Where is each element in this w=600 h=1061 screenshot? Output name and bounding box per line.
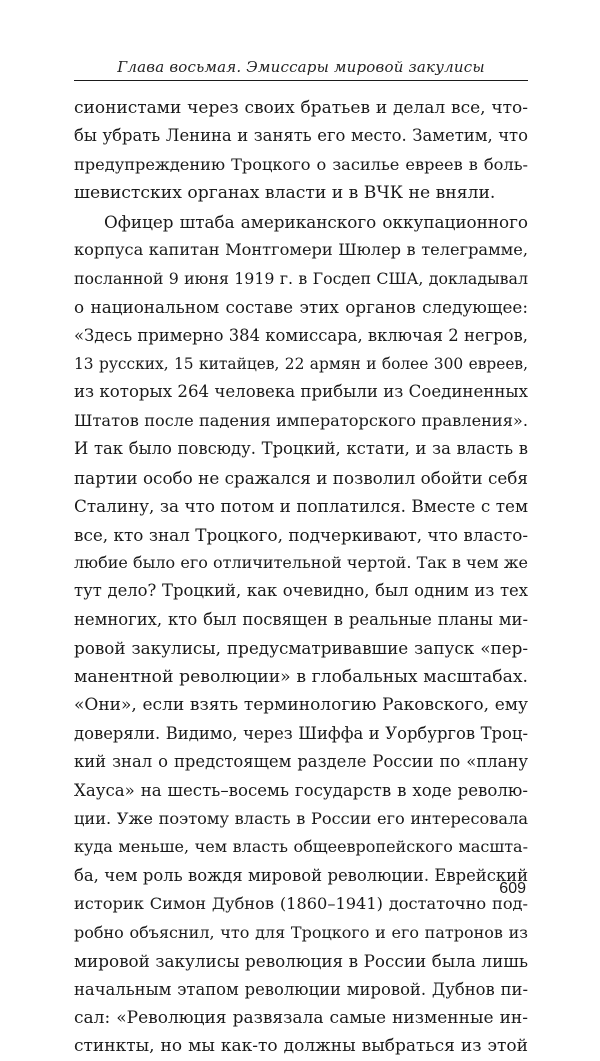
text-line: корпуса капитан Монтгомери Шюлер в телеграмме, (74, 240, 528, 260)
text-line: манентной революции» в глобальных масштабах. (74, 666, 528, 687)
text-line: немногих, кто был посвящен в реальные планы ми- (74, 609, 528, 629)
text-line: тут дело? Троцкий, как очевидно, был одним из тех (74, 581, 528, 601)
text-line: посланной 9 июня 1919 г. в Госдеп США, докладывал (74, 268, 528, 288)
text-line: Штатов после падения императорского правления». (74, 410, 528, 430)
text-line: «Здесь примерно 384 комиссара, включая 2 негров, (74, 325, 528, 345)
text-line: сионистами через своих братьев и делал все, что- (74, 98, 528, 118)
text-line: любие было его отличительной чертой. Так в чем же (74, 553, 528, 572)
text-line: начальным этапом революции мировой. Дубнов пи- (74, 979, 528, 999)
text-line: Сталину, за что потом и поплатился. Вместе с тем (74, 496, 528, 517)
text-line: из которых 264 человека прибыли из Соединенных (74, 382, 528, 402)
text-line: все, кто знал Троцкого, подчеркивают, что власто- (74, 524, 528, 545)
text-line: стинкты, но мы как-то должны выбраться из этой (74, 1036, 528, 1057)
body-text (74, 94, 528, 1061)
text-line: предупреждению Троцкого о засилье евреев в боль- (74, 154, 528, 174)
text-line: историк Симон Дубнов (1860–1941) достаточно под- (74, 894, 528, 914)
text-line: ровой закулисы, предусматривавшие запуск «пер- (74, 638, 528, 659)
text-line: Хауса» на шесть–восемь государств в ходе револю- (74, 780, 528, 800)
text-line: бы убрать Ленина и занять его место. Заметим, что (74, 126, 528, 146)
running-header: Глава восьмая. Эмиссары мировой закулисы (117, 58, 485, 76)
text-line: 13 русских, 15 китайцев, 22 армян и более 300 евреев, (74, 354, 528, 373)
text-line: ба, чем роль вождя мировой революции. Еврейский (74, 865, 528, 885)
text-line: «Они», если взять терминологию Раковского, ему (74, 695, 528, 716)
text-line: И так было повсюду. Троцкий, кстати, и за власть в (74, 439, 528, 459)
text-line: робно объяснил, что для Троцкого и его патронов из (74, 922, 528, 942)
text-line: доверяли. Видимо, через Шиффа и Уорбургов Троц- (74, 723, 528, 743)
text-line: мировой закулисы революция в России была лишь (74, 951, 528, 972)
text-line: кий знал о предстоящем разделе России по «плану (74, 752, 528, 772)
text-line: партии особо не сражался и позволил обойти себя (74, 467, 528, 488)
text-line: о национальном составе этих органов следующее: (74, 297, 528, 318)
text-line: сал: «Революция развязала самые низменные ин- (74, 1008, 528, 1028)
header-rule (74, 80, 528, 81)
text-line: шевистских органах власти и в ВЧК не вняли. (74, 183, 496, 204)
page-number: 609 (499, 880, 526, 897)
paragraph-start-line: Офицер штаба американского оккупационного (104, 211, 528, 232)
text-line: ции. Уже поэтому власть в России его интересовала (74, 808, 528, 828)
text-line: куда меньше, чем власть общеевропейского масшта- (74, 837, 528, 857)
